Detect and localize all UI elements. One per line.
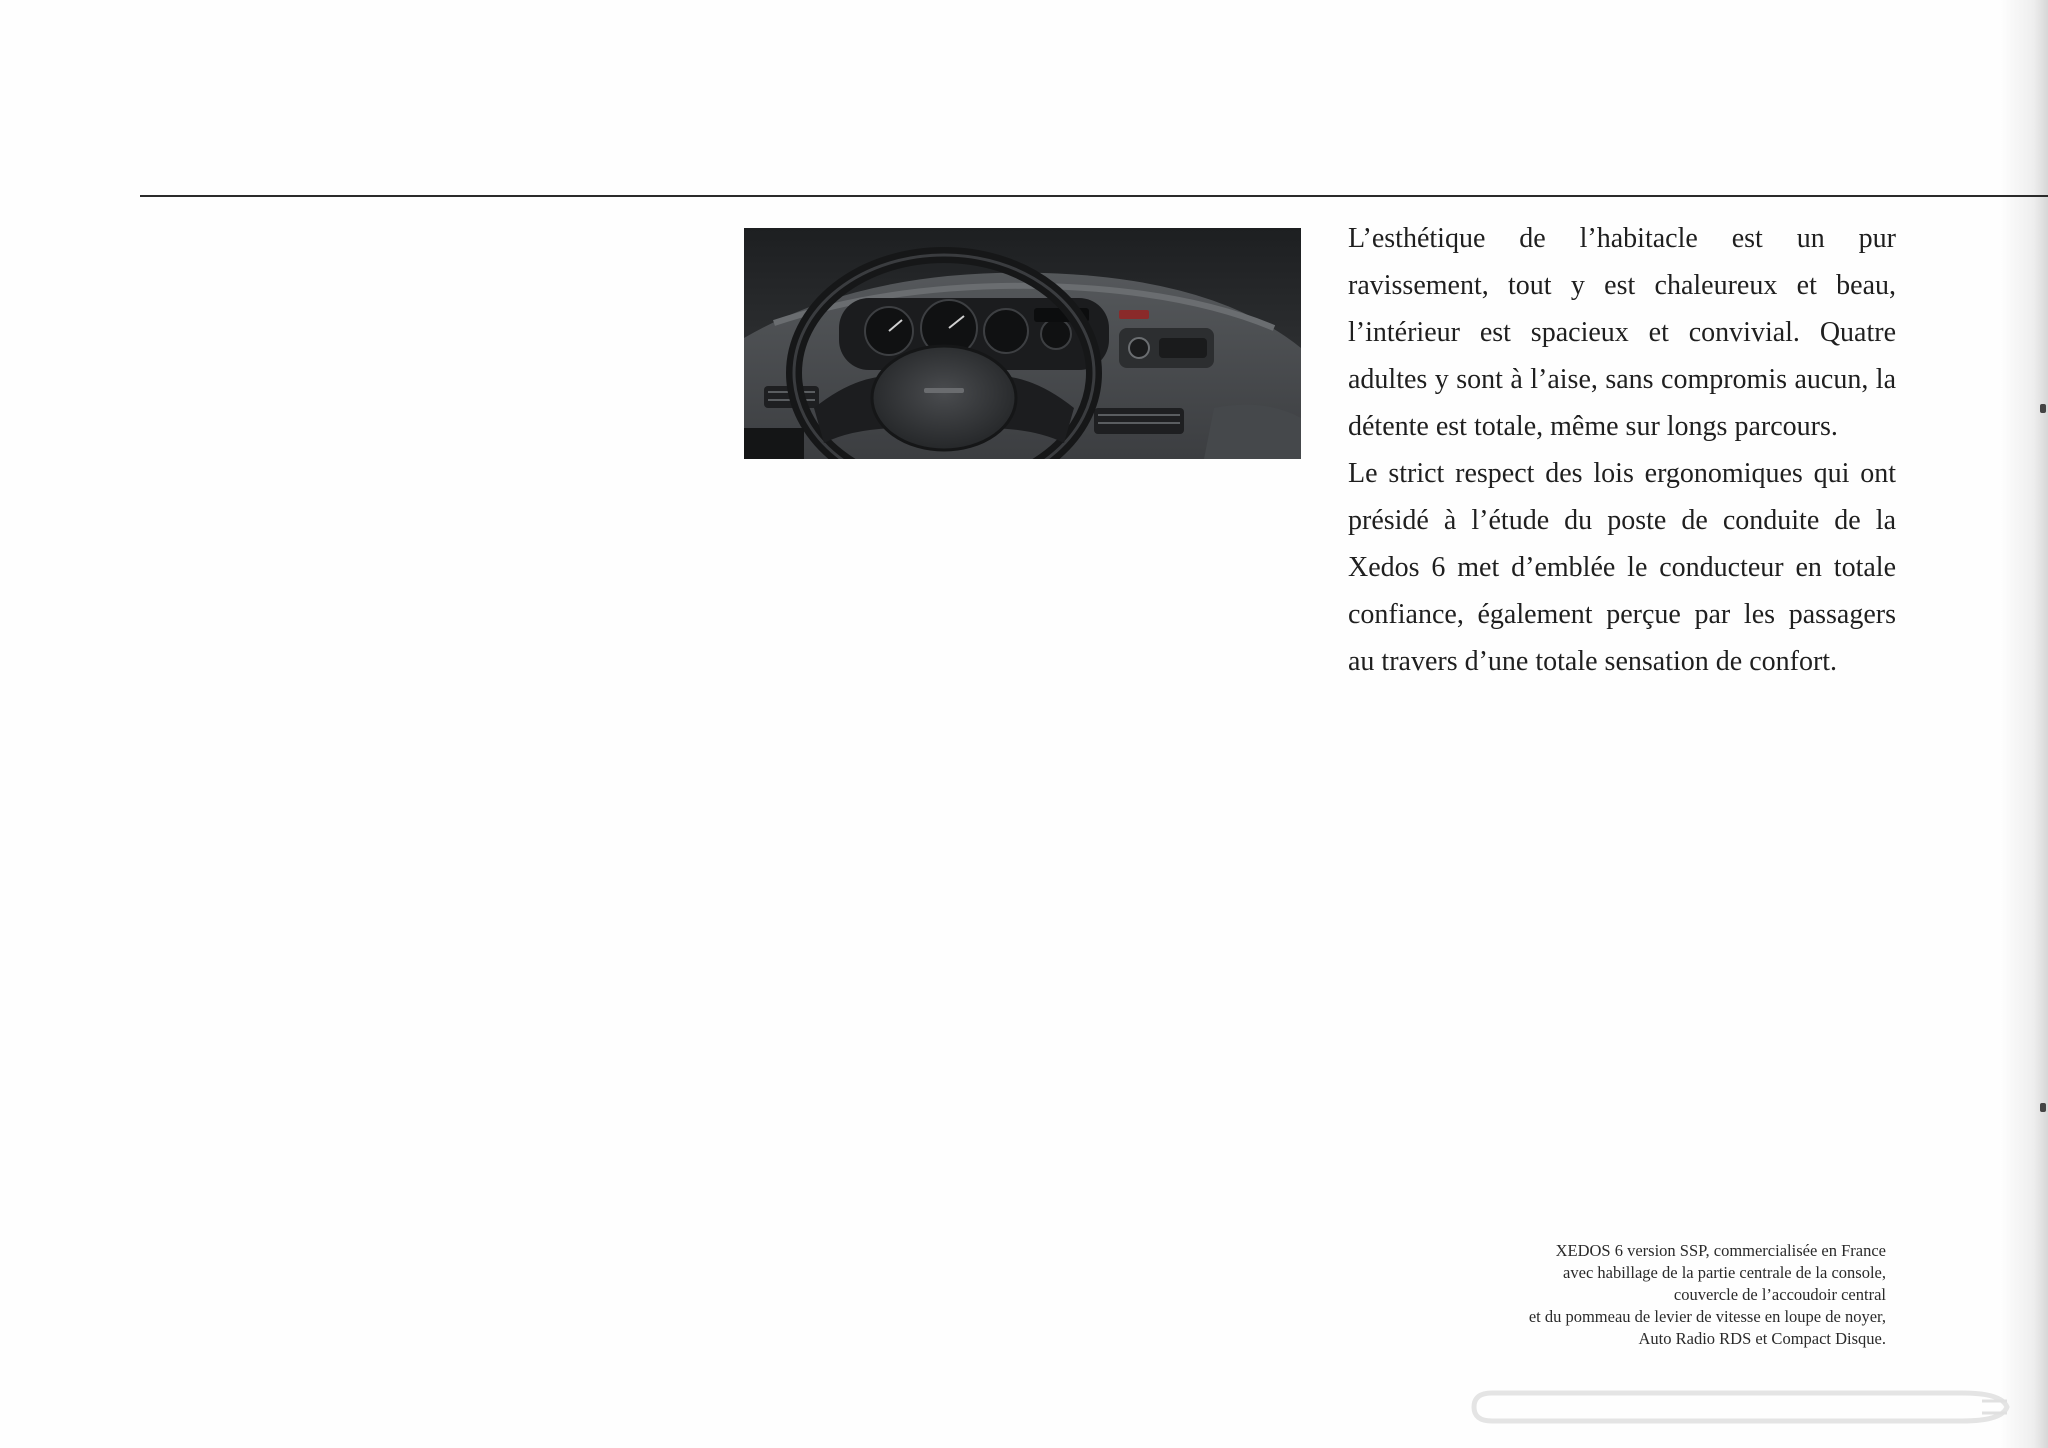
dashboard-photo [744,228,1301,459]
caption-line: avec habillage de la partie centrale de la console, [1563,1263,1886,1282]
dashboard-illustration [744,228,1301,459]
caption-line: XEDOS 6 version SSP, commercialisée en France [1555,1241,1886,1260]
scan-speck [2040,404,2046,413]
photo-caption [1366,1240,1886,1350]
page-edge-shadow [2000,0,2048,1448]
scan-speck [2040,1103,2046,1112]
caption-line: Auto Radio RDS et Compact Disque. [1638,1329,1886,1348]
horizontal-rule [140,195,2048,197]
caption-line: couvercle de l’accoudoir central [1673,1285,1886,1304]
article-paragraph-1: L’esthétique de l’habitacle est un pur ravissement, tout y est chaleureux et beau, l’intérieur est spacieux et convivial. Quatre adultes y sont à l’aise, sans compromis aucun, la détente est totale, même sur longs parcours. [1348,223,1896,442]
article-paragraph-2: Le strict respect des lois ergonomiques qui ont présidé à l’étude du poste de conduite de la Xedos 6 met d’emblée le conducteur en totale confiance, également perçue par les passagers au travers d’une totale sensation de confort. [1348,458,1896,677]
caption-line: et du pommeau de levier de vitesse en loupe de noyer, [1528,1307,1886,1326]
binder-ring-mark [1462,1387,2022,1427]
article-body [1348,215,1896,685]
